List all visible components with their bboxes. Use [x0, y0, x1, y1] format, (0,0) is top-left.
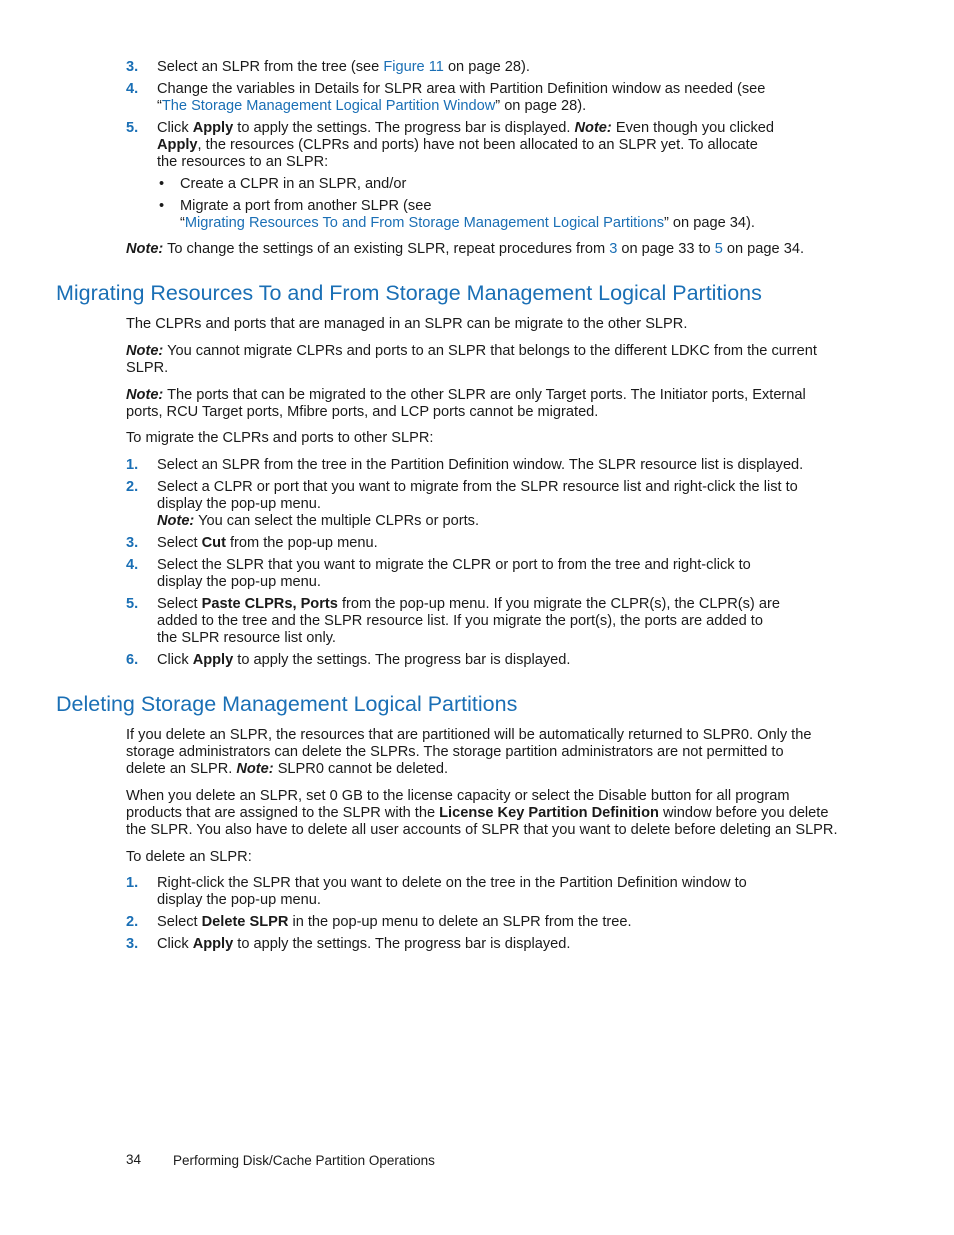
step-text [157, 596, 780, 613]
step-number: 2. [126, 914, 139, 930]
bullet-marker: • [159, 176, 165, 192]
step-text: display the pop-up menu. [157, 496, 321, 512]
step-text: Select the SLPR that you want to migrate the CLPR or port to from the tree and right-click to [157, 557, 751, 573]
text: on page 34. [722, 241, 804, 257]
step-number: 3. [126, 535, 139, 551]
text: To change the settings of an existing SLPR, repeat procedures from [163, 241, 610, 257]
bullet-text: Create a CLPR in an SLPR, and/or [180, 176, 407, 192]
step-number: 5. [126, 120, 139, 136]
bold-term: Apply [192, 120, 234, 136]
note-paragraph [126, 387, 806, 404]
text: from the pop-up menu. If you migrate the CLPR(s), the CLPR(s) are [337, 596, 780, 612]
text: in the pop-up menu to delete an SLPR from the tree. [288, 914, 632, 930]
text: Click [157, 936, 193, 952]
text: on page 33 to [617, 241, 715, 257]
bold-term: License Key Partition Definition [439, 805, 659, 821]
note-label: Note: [236, 761, 274, 777]
step-text: display the pop-up menu. [157, 574, 321, 590]
note-label: Note: [126, 241, 164, 257]
bold-term: Delete SLPR [201, 914, 289, 930]
step-number: 1. [126, 875, 139, 891]
paragraph: To delete an SLPR: [126, 849, 252, 865]
bullet-text [180, 215, 755, 232]
note-label: Note: [157, 513, 195, 529]
bold-term: Apply [192, 652, 234, 668]
step-number: 1. [126, 457, 139, 473]
text: , the resources (CLPRs and ports) have not been allocated to an SLPR yet. To allocate [197, 137, 758, 153]
step-text [157, 59, 530, 76]
text: products that are assigned to the SLPR with the [126, 805, 440, 821]
note-paragraph [126, 241, 804, 258]
note-label: Note: [126, 387, 164, 403]
step-text [157, 652, 570, 669]
step-text [157, 513, 479, 530]
step-number: 3. [126, 59, 139, 75]
bold-term: Apply [192, 936, 234, 952]
footer-title: Performing Disk/Cache Partition Operations [173, 1153, 435, 1168]
paragraph: To migrate the CLPRs and ports to other SLPR: [126, 430, 434, 446]
step-number: 4. [126, 557, 139, 573]
text: delete an SLPR. [126, 761, 237, 777]
step-text [157, 535, 378, 552]
figure-link[interactable]: Figure 11 [383, 59, 444, 75]
bullet-marker: • [159, 198, 165, 214]
text: Select an SLPR from the tree (see [157, 59, 384, 75]
text: SLPR0 cannot be deleted. [273, 761, 449, 777]
bold-term: Paste CLPRs, Ports [201, 596, 338, 612]
text: from the pop-up menu. [225, 535, 378, 551]
paragraph: If you delete an SLPR, the resources that are partitioned will be automatically returned to SLPR0. Only the [126, 727, 812, 743]
note-paragraph [126, 343, 817, 360]
text: to apply the settings. The progress bar is displayed. [233, 120, 575, 136]
step-number: 3. [126, 936, 139, 952]
text: Select [157, 596, 202, 612]
section-heading: Migrating Resources To and From Storage Management Logical Partitions [56, 281, 762, 305]
text: Click [157, 120, 193, 136]
step-text: display the pop-up menu. [157, 892, 321, 908]
paragraph: The CLPRs and ports that are managed in an SLPR can be migrate to the other SLPR. [126, 316, 688, 332]
text: You cannot migrate CLPRs and ports to an SLPR that belongs to the different LDKC from the current [163, 343, 817, 359]
text: “ [180, 215, 185, 231]
step-text: the SLPR resource list only. [157, 630, 336, 646]
section-link[interactable]: Migrating Resources To and From Storage Management Logical Partitions [184, 215, 665, 231]
text: ” on page 34). [664, 215, 755, 231]
text: to apply the settings. The progress bar is displayed. [233, 936, 571, 952]
text: on page 28). [443, 59, 530, 75]
text: You can select the multiple CLPRs or ports. [194, 513, 480, 529]
step-text [157, 914, 632, 931]
note-label: Note: [574, 120, 612, 136]
text: The ports that can be migrated to the other SLPR are only Target ports. The Initiator ports, External [163, 387, 806, 403]
step-link[interactable]: 5 [714, 241, 723, 257]
step-text [157, 137, 758, 154]
bold-term: Apply [157, 137, 198, 153]
step-text: the resources to an SLPR: [157, 154, 329, 170]
page-number: 34 [126, 1152, 142, 1167]
text: Select [157, 914, 202, 930]
step-text: Select a CLPR or port that you want to migrate from the SLPR resource list and right-click the list to [157, 479, 798, 495]
paragraph: storage administrators can delete the SLPRs. The storage partition administrators are not permitted to [126, 744, 784, 760]
text: ” on page 28). [495, 98, 587, 114]
step-text [157, 936, 570, 953]
paragraph: When you delete an SLPR, set 0 GB to the license capacity or select the Disable button for all program [126, 788, 790, 804]
step-text [157, 98, 586, 115]
text: window before you delete [658, 805, 829, 821]
step-text: Right-click the SLPR that you want to delete on the tree in the Partition Definition window to [157, 875, 747, 891]
section-link[interactable]: The Storage Management Logical Partition Window [161, 98, 496, 114]
text: Select [157, 535, 202, 551]
paragraph [126, 761, 448, 778]
step-number: 2. [126, 479, 139, 495]
step-text [157, 120, 774, 137]
step-number: 4. [126, 81, 139, 97]
text: “ [157, 98, 162, 114]
paragraph [126, 805, 828, 822]
note-label: Note: [126, 343, 164, 359]
step-text: added to the tree and the SLPR resource list. If you migrate the port(s), the ports are added to [157, 613, 763, 629]
note-paragraph: ports, RCU Target ports, Mfibre ports, and LCP ports cannot be migrated. [126, 404, 599, 420]
step-number: 6. [126, 652, 139, 668]
step-link[interactable]: 3 [609, 241, 618, 257]
step-text: Select an SLPR from the tree in the Partition Definition window. The SLPR resource list is displayed. [157, 457, 804, 473]
step-text: Change the variables in Details for SLPR area with Partition Definition window as needed (see [157, 81, 766, 97]
step-number: 5. [126, 596, 139, 612]
bullet-text: Migrate a port from another SLPR (see [180, 198, 432, 214]
paragraph: the SLPR. You also have to delete all user accounts of SLPR that you want to delete before deleting an SLPR. [126, 822, 838, 838]
text: Even though you clicked [611, 120, 775, 136]
section-heading: Deleting Storage Management Logical Partitions [56, 692, 518, 716]
text: to apply the settings. The progress bar is displayed. [233, 652, 571, 668]
bold-term: Cut [201, 535, 226, 551]
text: Click [157, 652, 193, 668]
note-paragraph: SLPR. [126, 360, 169, 376]
